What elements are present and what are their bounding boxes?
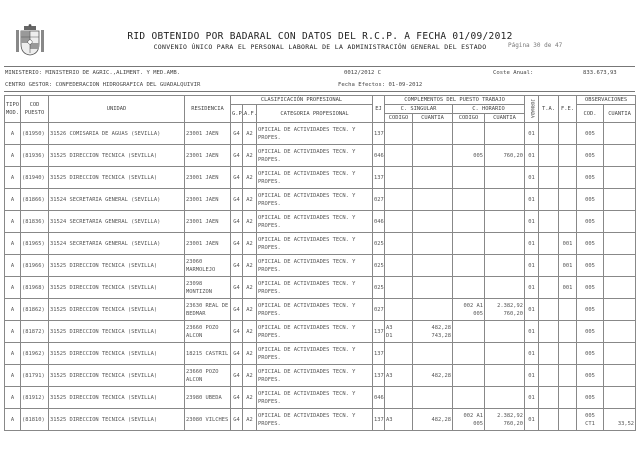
cell-tipo: A	[5, 321, 21, 343]
table-body	[5, 123, 636, 431]
cell-tipo: A	[5, 233, 21, 255]
col-c-singular: C. SINGULAR	[385, 105, 453, 114]
cell-ej: 025	[373, 277, 385, 299]
cell-tipo: A	[5, 299, 21, 321]
cell-af: A2	[243, 211, 257, 233]
table-row	[5, 211, 636, 233]
cell-ch-cuantia	[485, 189, 525, 211]
cell-obs-cuantia	[604, 123, 636, 145]
cell-residencia: 23630 REAL DE BEDMAR	[185, 299, 231, 321]
cell-cs-cuantia	[413, 167, 453, 189]
cell-tipo: A	[5, 189, 21, 211]
cell-ej: 046	[373, 145, 385, 167]
table-row	[5, 123, 636, 145]
cell-af: A2	[243, 233, 257, 255]
cell-residencia: 23001 JAEN	[185, 211, 231, 233]
col-cs-cuantia: CUANTIA	[413, 114, 453, 123]
cell-obs-cod: 005	[577, 233, 604, 255]
fecha-efectos: Fecha Efectos: 01-09-2012	[338, 82, 423, 88]
cell-cs-codigo: A3	[385, 409, 413, 431]
cell-ch-codigo: 005	[453, 145, 485, 167]
cell-cod-puesto: (81866)	[21, 189, 49, 211]
cell-tipo: A	[5, 167, 21, 189]
cell-cs-cuantia	[413, 211, 453, 233]
cell-ch-cuantia	[485, 365, 525, 387]
cell-obs-cuantia	[604, 145, 636, 167]
cell-cs-cuantia	[413, 277, 453, 299]
col-clasificacion: CLASIFICACIÓN PROFESIONAL	[231, 96, 373, 105]
cell-categoria: OFICIAL DE ACTIVIDADES TECN. Y PROFES.	[257, 233, 373, 255]
cell-ch-codigo	[453, 365, 485, 387]
cell-categoria: OFICIAL DE ACTIVIDADES TECN. Y PROFES.	[257, 321, 373, 343]
cell-obs-cuantia	[604, 321, 636, 343]
table-row	[5, 321, 636, 343]
cell-categoria: OFICIAL DE ACTIVIDADES TECN. Y PROFES.	[257, 211, 373, 233]
cell-ej: 025	[373, 255, 385, 277]
cell-gp: G4	[231, 409, 243, 431]
cell-cod-puesto: (81836)	[21, 211, 49, 233]
cell-categoria: OFICIAL DE ACTIVIDADES TECN. Y PROFES.	[257, 387, 373, 409]
cell-ej: 027	[373, 299, 385, 321]
cell-gp: G4	[231, 387, 243, 409]
cell-ej: 137	[373, 123, 385, 145]
cell-obs-cuantia	[604, 365, 636, 387]
cell-residencia: 23660 POZO ALCON	[185, 321, 231, 343]
cell-categoria: OFICIAL DE ACTIVIDADES TECN. Y PROFES.	[257, 365, 373, 387]
cell-jornada: 01	[525, 321, 539, 343]
cell-gp: G4	[231, 123, 243, 145]
cell-ta	[539, 255, 559, 277]
cell-ch-codigo	[453, 123, 485, 145]
cell-fe	[559, 145, 577, 167]
cell-ta	[539, 277, 559, 299]
cell-cod-puesto: (81912)	[21, 387, 49, 409]
cell-jornada: 01	[525, 123, 539, 145]
cell-gp: G4	[231, 233, 243, 255]
cell-tipo: A	[5, 211, 21, 233]
cell-ta	[539, 167, 559, 189]
col-obs-cuantia: CUANTIA	[604, 105, 636, 123]
cell-jornada: 01	[525, 145, 539, 167]
cell-ch-cuantia	[485, 167, 525, 189]
cell-cs-codigo	[385, 277, 413, 299]
table-row	[5, 145, 636, 167]
cell-unidad: 31525 DIRECCION TECNICA (SEVILLA)	[49, 167, 185, 189]
cell-ch-cuantia	[485, 343, 525, 365]
cell-unidad: 31525 DIRECCION TECNICA (SEVILLA)	[49, 343, 185, 365]
cell-ta	[539, 299, 559, 321]
cell-residencia: 23001 JAEN	[185, 167, 231, 189]
cell-cod-puesto: (81950)	[21, 123, 49, 145]
cell-obs-cod: 005	[577, 277, 604, 299]
cell-ej: 025	[373, 233, 385, 255]
cell-unidad: 31525 DIRECCION TECNICA (SEVILLA)	[49, 277, 185, 299]
table-row	[5, 255, 636, 277]
cell-af: A2	[243, 145, 257, 167]
cell-cs-codigo	[385, 387, 413, 409]
cell-residencia: 23080 VILCHES	[185, 409, 231, 431]
cell-cs-cuantia: 482,28	[413, 365, 453, 387]
cell-cs-codigo	[385, 189, 413, 211]
cell-fe	[559, 387, 577, 409]
cell-fe: 001	[559, 255, 577, 277]
cell-cod-puesto: (81962)	[21, 343, 49, 365]
cell-residencia: 18215 CASTRIL	[185, 343, 231, 365]
cell-jornada: 01	[525, 387, 539, 409]
cell-cs-cuantia: 482,28	[413, 409, 453, 431]
cell-fe: 001	[559, 277, 577, 299]
col-tipo-mod: TIPO MOD.	[5, 96, 21, 123]
cell-cs-codigo	[385, 211, 413, 233]
cell-residencia: 23001 JAEN	[185, 123, 231, 145]
cell-cs-cuantia	[413, 123, 453, 145]
coste-anual-value: 833.673,93	[583, 70, 617, 76]
cell-ch-cuantia	[485, 277, 525, 299]
cell-ta	[539, 211, 559, 233]
cell-cod-puesto: (81940)	[21, 167, 49, 189]
cell-gp: G4	[231, 211, 243, 233]
cell-ej: 137	[373, 409, 385, 431]
cell-ch-cuantia: 760,20	[485, 145, 525, 167]
cell-tipo: A	[5, 365, 21, 387]
cell-ta	[539, 409, 559, 431]
cell-cs-cuantia: 482,28 743,28	[413, 321, 453, 343]
cell-ch-codigo: 002 A1 005	[453, 299, 485, 321]
cell-cod-puesto: (81791)	[21, 365, 49, 387]
col-jornada: JORNADA	[525, 96, 539, 123]
cell-unidad: 31524 SECRETARIA GENERAL (SEVILLA)	[49, 211, 185, 233]
cell-ch-codigo	[453, 277, 485, 299]
cell-fe	[559, 123, 577, 145]
cell-obs-cuantia: 33,52	[604, 409, 636, 431]
cell-af: A2	[243, 299, 257, 321]
cell-af: A2	[243, 365, 257, 387]
cell-obs-cuantia	[604, 189, 636, 211]
cell-obs-cod: 005	[577, 255, 604, 277]
cell-af: A2	[243, 255, 257, 277]
cell-ta	[539, 387, 559, 409]
cell-obs-cod: 005	[577, 145, 604, 167]
table-row	[5, 343, 636, 365]
cell-ta	[539, 233, 559, 255]
table-row	[5, 387, 636, 409]
cell-ch-codigo	[453, 255, 485, 277]
table-row	[5, 189, 636, 211]
cell-unidad: 31525 DIRECCION TECNICA (SEVILLA)	[49, 387, 185, 409]
cell-residencia: 23980 UBEDA	[185, 387, 231, 409]
cell-cs-codigo	[385, 123, 413, 145]
cell-jornada: 01	[525, 277, 539, 299]
report-code: 0012/2012 C	[344, 70, 382, 76]
cell-tipo: A	[5, 387, 21, 409]
cell-unidad: 31525 DIRECCION TECNICA (SEVILLA)	[49, 299, 185, 321]
cell-tipo: A	[5, 145, 21, 167]
cell-tipo: A	[5, 277, 21, 299]
cell-ch-codigo	[453, 167, 485, 189]
cell-ch-codigo	[453, 343, 485, 365]
cell-categoria: OFICIAL DE ACTIVIDADES TECN. Y PROFES.	[257, 145, 373, 167]
cell-fe: 001	[559, 233, 577, 255]
cell-obs-cod: 005	[577, 321, 604, 343]
cell-af: A2	[243, 189, 257, 211]
cell-ch-codigo	[453, 321, 485, 343]
cell-af: A2	[243, 387, 257, 409]
cell-residencia: 23098 MONTIZON	[185, 277, 231, 299]
cell-cs-codigo: A3 D1	[385, 321, 413, 343]
cell-categoria: OFICIAL DE ACTIVIDADES TECN. Y PROFES.	[257, 277, 373, 299]
col-residencia: RESIDENCIA	[185, 96, 231, 123]
cell-cs-codigo	[385, 299, 413, 321]
cell-gp: G4	[231, 255, 243, 277]
divider	[4, 91, 635, 92]
cell-cs-codigo	[385, 343, 413, 365]
cell-ej: 137	[373, 343, 385, 365]
cell-gp: G4	[231, 189, 243, 211]
cell-gp: G4	[231, 277, 243, 299]
cell-fe	[559, 299, 577, 321]
cell-jornada: 01	[525, 409, 539, 431]
cell-fe	[559, 365, 577, 387]
table-row	[5, 233, 636, 255]
cell-af: A2	[243, 277, 257, 299]
table-row	[5, 409, 636, 431]
cell-jornada: 01	[525, 211, 539, 233]
coste-anual-label: Coste Anual:	[493, 70, 534, 76]
cell-tipo: A	[5, 255, 21, 277]
cell-jornada: 01	[525, 233, 539, 255]
cell-jornada: 01	[525, 167, 539, 189]
cell-cod-puesto: (81968)	[21, 277, 49, 299]
cell-ch-codigo	[453, 233, 485, 255]
col-cs-codigo: CODIGO	[385, 114, 413, 123]
document-title: RID OBTENIDO POR BADARAL CON DATOS DEL R.C.P. A FECHA 01/09/2012	[127, 31, 513, 42]
cell-jornada: 01	[525, 299, 539, 321]
cell-ej: 137	[373, 365, 385, 387]
cell-ta	[539, 145, 559, 167]
cell-af: A2	[243, 123, 257, 145]
cell-cs-cuantia	[413, 387, 453, 409]
personnel-table	[4, 95, 636, 431]
cell-cs-codigo	[385, 255, 413, 277]
cell-ch-cuantia	[485, 321, 525, 343]
cell-obs-cuantia	[604, 277, 636, 299]
cell-categoria: OFICIAL DE ACTIVIDADES TECN. Y PROFES.	[257, 123, 373, 145]
cell-cs-cuantia	[413, 343, 453, 365]
document-subtitle: CONVENIO ÚNICO PARA EL PERSONAL LABORAL DE LA ADMINISTRACIÓN GENERAL DEL ESTADO	[153, 43, 487, 51]
cell-categoria: OFICIAL DE ACTIVIDADES TECN. Y PROFES.	[257, 167, 373, 189]
cell-ej: 046	[373, 387, 385, 409]
page-number: Página 30 de 47	[508, 42, 563, 49]
col-complementos: COMPLEMENTOS DEL PUESTO TRABAJO	[385, 96, 525, 105]
cell-gp: G4	[231, 365, 243, 387]
cell-ta	[539, 189, 559, 211]
cell-cod-puesto: (81966)	[21, 255, 49, 277]
cell-obs-cod: 005	[577, 299, 604, 321]
divider	[4, 66, 635, 67]
cell-obs-cod: 005	[577, 167, 604, 189]
cell-tipo: A	[5, 123, 21, 145]
cell-cs-codigo	[385, 233, 413, 255]
cell-obs-cod: 005 CT1	[577, 409, 604, 431]
cell-obs-cod: 005	[577, 123, 604, 145]
cell-unidad: 31525 DIRECCION TECNICA (SEVILLA)	[49, 145, 185, 167]
cell-obs-cuantia	[604, 233, 636, 255]
cell-unidad: 31525 DIRECCION TECNICA (SEVILLA)	[49, 321, 185, 343]
cell-categoria: OFICIAL DE ACTIVIDADES TECN. Y PROFES.	[257, 189, 373, 211]
cell-ta	[539, 343, 559, 365]
table-row	[5, 277, 636, 299]
cell-ch-codigo	[453, 387, 485, 409]
cell-ch-cuantia: 2.382,92 760,20	[485, 409, 525, 431]
cell-residencia: 23001 JAEN	[185, 145, 231, 167]
col-ta: T.A.	[539, 96, 559, 123]
cell-obs-cuantia	[604, 167, 636, 189]
cell-cs-cuantia	[413, 233, 453, 255]
cell-unidad: 31525 DIRECCION TECNICA (SEVILLA)	[49, 255, 185, 277]
cell-obs-cuantia	[604, 387, 636, 409]
cell-ch-codigo	[453, 189, 485, 211]
cell-obs-cuantia	[604, 211, 636, 233]
cell-unidad: 31526 COMISARIA DE AGUAS (SEVILLA)	[49, 123, 185, 145]
cell-gp: G4	[231, 321, 243, 343]
cell-gp: G4	[231, 145, 243, 167]
cell-cod-puesto: (81810)	[21, 409, 49, 431]
cell-unidad: 31525 DIRECCION TECNICA (SEVILLA)	[49, 365, 185, 387]
col-cod-puesto: COD PUESTO	[21, 96, 49, 123]
cell-fe	[559, 167, 577, 189]
centro-gestor-label: CENTRO GESTOR: CONFEDERACION HIDROGRAFICA DEL GUADALQUIVIR	[5, 82, 201, 88]
cell-obs-cod: 005	[577, 343, 604, 365]
cell-cod-puesto: (81872)	[21, 321, 49, 343]
cell-obs-cod: 005	[577, 365, 604, 387]
cell-obs-cod: 005	[577, 189, 604, 211]
cell-cs-cuantia	[413, 255, 453, 277]
cell-residencia: 23001 JAEN	[185, 189, 231, 211]
cell-jornada: 01	[525, 343, 539, 365]
cell-categoria: OFICIAL DE ACTIVIDADES TECN. Y PROFES.	[257, 409, 373, 431]
col-ch-cuantia: CUANTIA	[485, 114, 525, 123]
cell-obs-cuantia	[604, 343, 636, 365]
cell-af: A2	[243, 343, 257, 365]
cell-fe	[559, 343, 577, 365]
cell-jornada: 01	[525, 365, 539, 387]
cell-obs-cuantia	[604, 299, 636, 321]
cell-ta	[539, 123, 559, 145]
cell-cs-codigo	[385, 145, 413, 167]
table-row	[5, 365, 636, 387]
cell-categoria: OFICIAL DE ACTIVIDADES TECN. Y PROFES.	[257, 255, 373, 277]
col-obs-cod: COD.	[577, 105, 604, 123]
cell-obs-cod: 005	[577, 387, 604, 409]
cell-af: A2	[243, 409, 257, 431]
cell-obs-cuantia	[604, 255, 636, 277]
cell-fe	[559, 189, 577, 211]
cell-cod-puesto: (81936)	[21, 145, 49, 167]
cell-categoria: OFICIAL DE ACTIVIDADES TECN. Y PROFES.	[257, 343, 373, 365]
col-ej: EJ	[373, 96, 385, 123]
col-ch-codigo: CODIGO	[453, 114, 485, 123]
cell-gp: G4	[231, 299, 243, 321]
table-row	[5, 299, 636, 321]
cell-ej: 027	[373, 189, 385, 211]
cell-ch-codigo: 002 A1 005	[453, 409, 485, 431]
col-unidad: UNIDAD	[49, 96, 185, 123]
cell-tipo: A	[5, 409, 21, 431]
cell-cs-codigo	[385, 167, 413, 189]
cell-ta	[539, 365, 559, 387]
cell-ta	[539, 321, 559, 343]
cell-ch-cuantia	[485, 233, 525, 255]
cell-ch-cuantia	[485, 123, 525, 145]
cell-gp: G4	[231, 343, 243, 365]
cell-ch-cuantia	[485, 387, 525, 409]
cell-af: A2	[243, 321, 257, 343]
cell-ch-cuantia	[485, 255, 525, 277]
cell-cod-puesto: (81862)	[21, 299, 49, 321]
cell-ej: 137	[373, 167, 385, 189]
cell-ch-cuantia: 2.382,92 760,20	[485, 299, 525, 321]
cell-fe	[559, 409, 577, 431]
cell-cs-cuantia	[413, 299, 453, 321]
cell-unidad: 31524 SECRETARIA GENERAL (SEVILLA)	[49, 189, 185, 211]
cell-ch-cuantia	[485, 211, 525, 233]
cell-categoria: OFICIAL DE ACTIVIDADES TECN. Y PROFES.	[257, 299, 373, 321]
cell-af: A2	[243, 167, 257, 189]
cell-jornada: 01	[525, 189, 539, 211]
cell-obs-cod: 005	[577, 211, 604, 233]
col-c-horario: C. HORARIO	[453, 105, 525, 114]
cell-unidad: 31525 DIRECCION TECNICA (SEVILLA)	[49, 409, 185, 431]
cell-gp: G4	[231, 167, 243, 189]
cell-cs-cuantia	[413, 145, 453, 167]
ministerio-label: MINISTERIO: MINISTERIO DE AGRIC.,ALIMENT. Y MED.AMB.	[5, 70, 181, 76]
cell-residencia: 23001 JAEN	[185, 233, 231, 255]
table-row	[5, 167, 636, 189]
cell-cod-puesto: (81965)	[21, 233, 49, 255]
cell-cs-cuantia	[413, 189, 453, 211]
cell-ch-codigo	[453, 211, 485, 233]
cell-residencia: 23660 POZO ALCON	[185, 365, 231, 387]
cell-ej: 046	[373, 211, 385, 233]
col-categoria: CATEGORIA PROFESIONAL	[257, 105, 373, 123]
cell-residencia: 23060 MARMOLEJO	[185, 255, 231, 277]
col-af: A.F.	[243, 105, 257, 123]
cell-ej: 137	[373, 321, 385, 343]
cell-cs-codigo: A3	[385, 365, 413, 387]
cell-tipo: A	[5, 343, 21, 365]
cell-jornada: 01	[525, 255, 539, 277]
col-fe: F.E.	[559, 96, 577, 123]
cell-fe	[559, 321, 577, 343]
cell-unidad: 31524 SECRETARIA GENERAL (SEVILLA)	[49, 233, 185, 255]
col-observaciones: OBSERVACIONES	[577, 96, 636, 105]
cell-fe	[559, 211, 577, 233]
col-gp: G.P.	[231, 105, 243, 123]
